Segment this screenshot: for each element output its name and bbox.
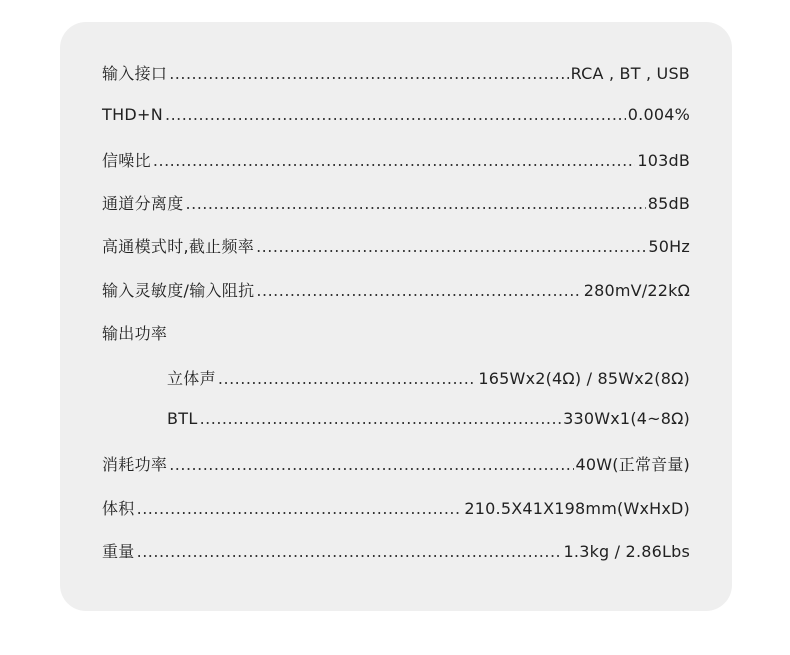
- spec-value: 0.004%: [627, 105, 690, 124]
- dot-leader: [256, 281, 581, 300]
- spec-value: 85dB: [647, 194, 690, 213]
- spec-row-btl: [167, 409, 690, 435]
- spec-row-channel-separation: [102, 191, 690, 217]
- spec-label: 体积: [102, 499, 135, 518]
- spec-label: 通道分离度: [102, 194, 184, 213]
- spec-value: 103dB: [637, 151, 690, 170]
- spec-value: 210.5X41X198mm(WxHxD): [464, 499, 690, 518]
- spec-row-stereo: [167, 366, 690, 392]
- dot-leader: [137, 542, 562, 561]
- spec-label: 高通模式时,截止频率: [102, 237, 255, 256]
- spec-value: 50Hz: [648, 237, 690, 256]
- spec-value: 40W(正常音量): [575, 455, 690, 474]
- spec-label: 输出功率: [102, 324, 168, 343]
- spec-row-output-power-heading: [102, 321, 690, 347]
- spec-row-snr: [102, 148, 690, 174]
- dot-leader: [169, 455, 573, 474]
- spec-value: 165Wx2(4Ω) / 85Wx2(8Ω): [478, 369, 690, 388]
- dot-leader: [169, 64, 568, 83]
- spec-row-thd-n: [102, 105, 690, 131]
- dot-leader: [218, 369, 477, 388]
- spec-value: 280mV/22kΩ: [583, 281, 690, 300]
- spec-row-cutoff-frequency: [102, 234, 690, 260]
- spec-label: 输入灵敏度/输入阻抗: [102, 281, 255, 300]
- dot-leader: [165, 105, 626, 124]
- spec-row-power-consumption: [102, 452, 690, 478]
- spec-row-input-sensitivity: [102, 278, 690, 304]
- spec-value: RCA , BT , USB: [570, 64, 690, 83]
- dot-leader: [200, 409, 562, 428]
- dot-leader: [137, 499, 463, 518]
- dot-leader: [153, 151, 635, 170]
- spec-label: 输入接口: [102, 64, 168, 83]
- spec-label: 消耗功率: [102, 455, 168, 474]
- spec-label: 重量: [102, 542, 135, 561]
- spec-label: THD+N: [102, 105, 163, 124]
- spec-value: 330Wx1(4~8Ω): [563, 409, 690, 428]
- dot-leader: [256, 237, 646, 256]
- spec-value: 1.3kg / 2.86Lbs: [563, 542, 690, 561]
- dot-leader: [186, 194, 646, 213]
- spec-row-dimensions: [102, 496, 690, 522]
- spec-label: 信噪比: [102, 151, 151, 170]
- spec-row-input-interface: [102, 61, 690, 87]
- spec-row-weight: [102, 539, 690, 565]
- spec-label: 立体声: [167, 369, 216, 388]
- spec-label: BTL: [167, 409, 198, 428]
